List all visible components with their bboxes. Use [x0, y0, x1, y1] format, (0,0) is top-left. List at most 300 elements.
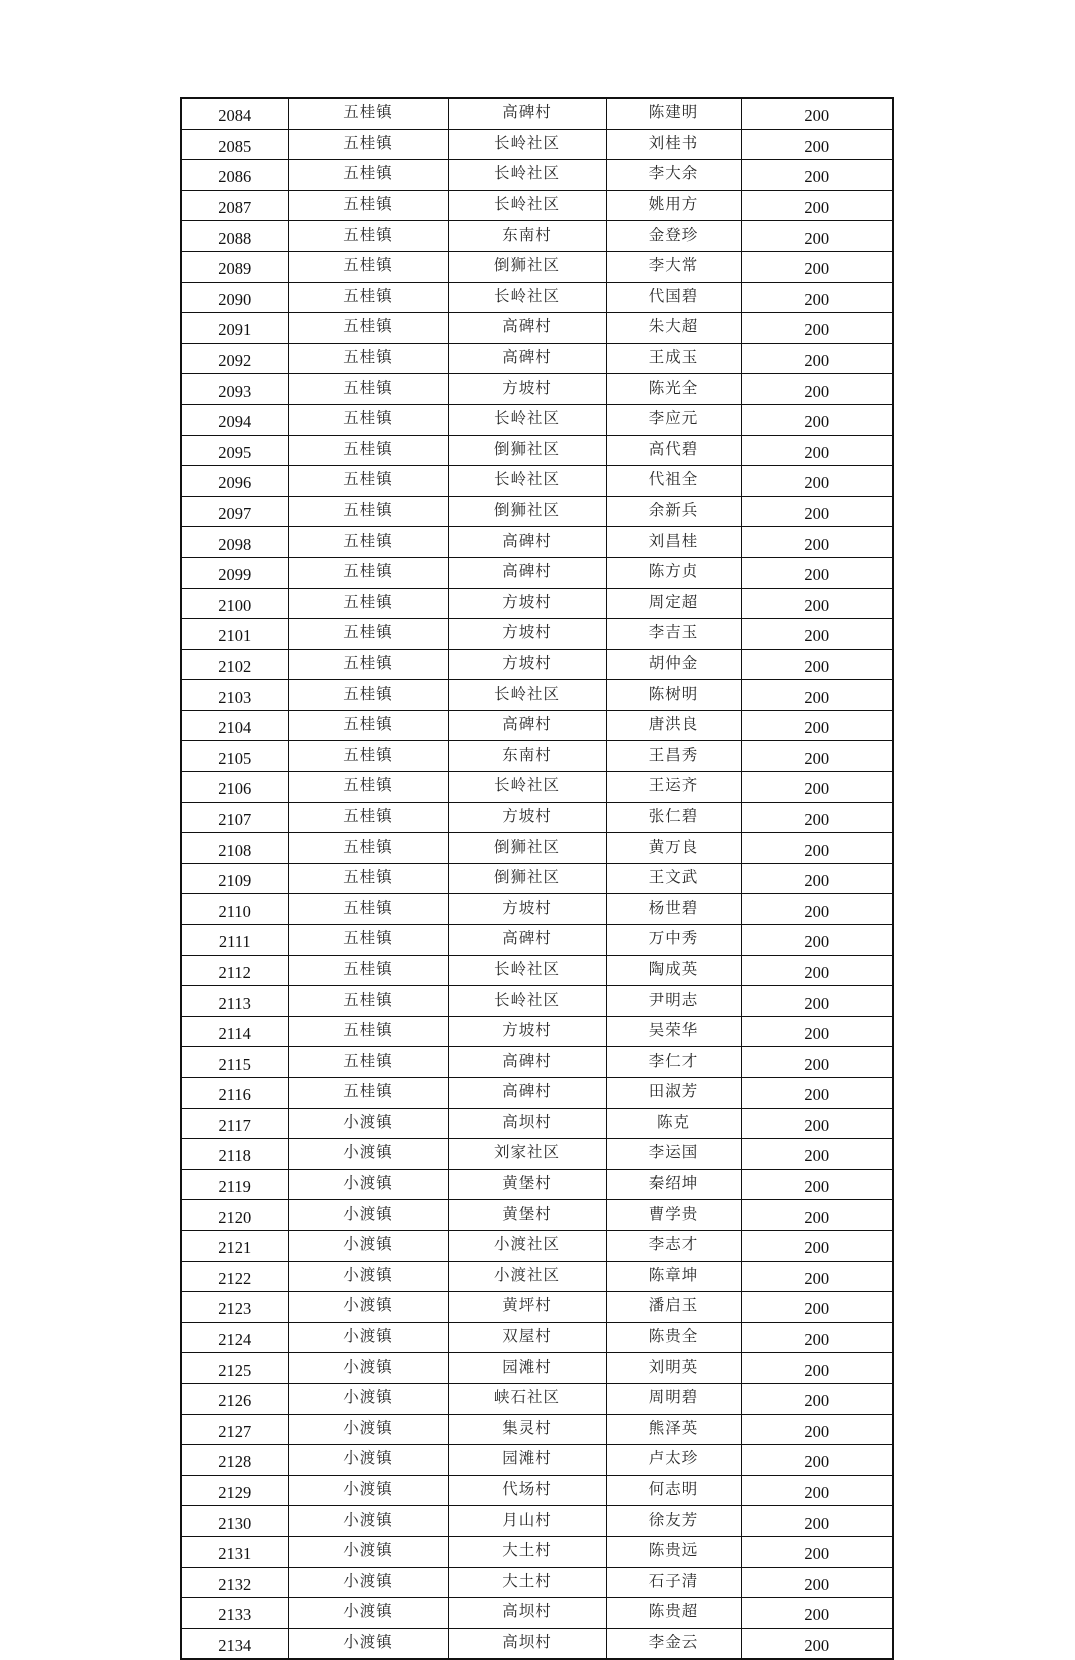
person-name-cell: 代国碧 [606, 282, 741, 313]
amount-cell: 200 [741, 404, 893, 435]
serial-number-cell: 2134 [181, 1628, 288, 1659]
serial-number-cell: 2127 [181, 1414, 288, 1445]
village-cell: 黄堡村 [448, 1169, 606, 1200]
table-row [181, 313, 893, 344]
town-cell: 五桂镇 [288, 466, 448, 497]
amount-cell: 200 [741, 1353, 893, 1384]
person-name-cell: 何志明 [606, 1475, 741, 1506]
village-cell: 高碑村 [448, 710, 606, 741]
town-cell: 小渡镇 [288, 1292, 448, 1323]
amount-cell: 200 [741, 160, 893, 191]
serial-number-cell: 2111 [181, 925, 288, 956]
serial-number-cell: 2115 [181, 1047, 288, 1078]
person-name-cell: 李吉玉 [606, 619, 741, 650]
serial-number-cell: 2093 [181, 374, 288, 405]
amount-cell: 200 [741, 833, 893, 864]
amount-cell: 200 [741, 1047, 893, 1078]
serial-number-cell: 2100 [181, 588, 288, 619]
amount-cell: 200 [741, 343, 893, 374]
table-row [181, 863, 893, 894]
table-row [181, 955, 893, 986]
amount-cell: 200 [741, 221, 893, 252]
table-row [181, 160, 893, 191]
person-name-cell: 陈贵远 [606, 1536, 741, 1567]
village-cell: 黄堡村 [448, 1200, 606, 1231]
table-row [181, 619, 893, 650]
person-name-cell: 高代碧 [606, 435, 741, 466]
person-name-cell: 田淑芳 [606, 1078, 741, 1109]
amount-cell: 200 [741, 1261, 893, 1292]
serial-number-cell: 2108 [181, 833, 288, 864]
village-cell: 方坡村 [448, 649, 606, 680]
village-cell: 方坡村 [448, 374, 606, 405]
person-name-cell: 万中秀 [606, 925, 741, 956]
amount-cell: 200 [741, 557, 893, 588]
table-row [181, 772, 893, 803]
amount-cell: 200 [741, 1445, 893, 1476]
serial-number-cell: 2097 [181, 496, 288, 527]
person-name-cell: 刘明英 [606, 1353, 741, 1384]
village-cell: 黄坪村 [448, 1292, 606, 1323]
table-row [181, 986, 893, 1017]
serial-number-cell: 2104 [181, 710, 288, 741]
town-cell: 五桂镇 [288, 313, 448, 344]
amount-cell: 200 [741, 282, 893, 313]
town-cell: 小渡镇 [288, 1598, 448, 1629]
person-name-cell: 陈树明 [606, 680, 741, 711]
table-row [181, 1322, 893, 1353]
serial-number-cell: 2112 [181, 955, 288, 986]
person-name-cell: 吴荣华 [606, 1016, 741, 1047]
person-name-cell: 朱大超 [606, 313, 741, 344]
amount-cell: 200 [741, 1383, 893, 1414]
village-cell: 园滩村 [448, 1445, 606, 1476]
serial-number-cell: 2105 [181, 741, 288, 772]
serial-number-cell: 2114 [181, 1016, 288, 1047]
town-cell: 五桂镇 [288, 251, 448, 282]
serial-number-cell: 2088 [181, 221, 288, 252]
amount-cell: 200 [741, 955, 893, 986]
village-cell: 长岭社区 [448, 129, 606, 160]
town-cell: 小渡镇 [288, 1383, 448, 1414]
table-row [181, 741, 893, 772]
table-row [181, 1108, 893, 1139]
village-cell: 高坝村 [448, 1108, 606, 1139]
town-cell: 五桂镇 [288, 98, 448, 129]
table-row [181, 282, 893, 313]
town-cell: 小渡镇 [288, 1536, 448, 1567]
amount-cell: 200 [741, 1414, 893, 1445]
town-cell: 小渡镇 [288, 1230, 448, 1261]
town-cell: 五桂镇 [288, 1078, 448, 1109]
person-name-cell: 李应元 [606, 404, 741, 435]
village-cell: 高碑村 [448, 343, 606, 374]
town-cell: 小渡镇 [288, 1261, 448, 1292]
person-name-cell: 陈建明 [606, 98, 741, 129]
table-row [181, 1016, 893, 1047]
person-name-cell: 李大余 [606, 160, 741, 191]
amount-cell: 200 [741, 1139, 893, 1170]
serial-number-cell: 2123 [181, 1292, 288, 1323]
serial-number-cell: 2125 [181, 1353, 288, 1384]
town-cell: 五桂镇 [288, 160, 448, 191]
table-row [181, 374, 893, 405]
table-row [181, 496, 893, 527]
amount-cell: 200 [741, 772, 893, 803]
amount-cell: 200 [741, 1169, 893, 1200]
town-cell: 五桂镇 [288, 496, 448, 527]
town-cell: 五桂镇 [288, 925, 448, 956]
person-name-cell: 杨世碧 [606, 894, 741, 925]
person-name-cell: 陈贵超 [606, 1598, 741, 1629]
table-row [181, 1628, 893, 1659]
table-row [181, 1475, 893, 1506]
person-name-cell: 代祖全 [606, 466, 741, 497]
serial-number-cell: 2098 [181, 527, 288, 558]
person-name-cell: 尹明志 [606, 986, 741, 1017]
table-row [181, 343, 893, 374]
serial-number-cell: 2091 [181, 313, 288, 344]
village-cell: 高坝村 [448, 1628, 606, 1659]
person-name-cell: 熊泽英 [606, 1414, 741, 1445]
serial-number-cell: 2102 [181, 649, 288, 680]
village-cell: 方坡村 [448, 1016, 606, 1047]
village-cell: 方坡村 [448, 619, 606, 650]
village-cell: 方坡村 [448, 894, 606, 925]
table-row [181, 1169, 893, 1200]
amount-cell: 200 [741, 649, 893, 680]
village-cell: 大土村 [448, 1536, 606, 1567]
amount-cell: 200 [741, 1475, 893, 1506]
person-name-cell: 金登珍 [606, 221, 741, 252]
table-row [181, 894, 893, 925]
town-cell: 五桂镇 [288, 221, 448, 252]
town-cell: 五桂镇 [288, 374, 448, 405]
town-cell: 五桂镇 [288, 802, 448, 833]
table-row [181, 129, 893, 160]
town-cell: 五桂镇 [288, 986, 448, 1017]
person-name-cell: 陈光全 [606, 374, 741, 405]
village-cell: 高碑村 [448, 925, 606, 956]
serial-number-cell: 2124 [181, 1322, 288, 1353]
village-cell: 长岭社区 [448, 986, 606, 1017]
table-row [181, 1261, 893, 1292]
village-cell: 高碑村 [448, 313, 606, 344]
serial-number-cell: 2103 [181, 680, 288, 711]
town-cell: 五桂镇 [288, 343, 448, 374]
town-cell: 五桂镇 [288, 557, 448, 588]
person-name-cell: 胡仲金 [606, 649, 741, 680]
town-cell: 五桂镇 [288, 527, 448, 558]
village-cell: 高碑村 [448, 1078, 606, 1109]
town-cell: 五桂镇 [288, 772, 448, 803]
town-cell: 五桂镇 [288, 741, 448, 772]
serial-number-cell: 2110 [181, 894, 288, 925]
village-cell: 高碑村 [448, 98, 606, 129]
person-name-cell: 陶成英 [606, 955, 741, 986]
table-row [181, 833, 893, 864]
amount-cell: 200 [741, 98, 893, 129]
table-row [181, 1506, 893, 1537]
amount-cell: 200 [741, 741, 893, 772]
serial-number-cell: 2094 [181, 404, 288, 435]
town-cell: 小渡镇 [288, 1567, 448, 1598]
town-cell: 五桂镇 [288, 619, 448, 650]
person-name-cell: 周明碧 [606, 1383, 741, 1414]
table-row [181, 802, 893, 833]
table-row [181, 680, 893, 711]
town-cell: 小渡镇 [288, 1108, 448, 1139]
serial-number-cell: 2109 [181, 863, 288, 894]
serial-number-cell: 2084 [181, 98, 288, 129]
person-name-cell: 王昌秀 [606, 741, 741, 772]
person-name-cell: 王文武 [606, 863, 741, 894]
town-cell: 五桂镇 [288, 282, 448, 313]
person-name-cell: 刘昌桂 [606, 527, 741, 558]
village-cell: 长岭社区 [448, 160, 606, 191]
table-row [181, 1230, 893, 1261]
serial-number-cell: 2129 [181, 1475, 288, 1506]
table-row [181, 98, 893, 129]
village-cell: 月山村 [448, 1506, 606, 1537]
village-cell: 园滩村 [448, 1353, 606, 1384]
serial-number-cell: 2086 [181, 160, 288, 191]
table-row [181, 649, 893, 680]
village-cell: 高碑村 [448, 1047, 606, 1078]
village-cell: 长岭社区 [448, 680, 606, 711]
person-name-cell: 姚用方 [606, 190, 741, 221]
town-cell: 五桂镇 [288, 649, 448, 680]
serial-number-cell: 2113 [181, 986, 288, 1017]
table-row [181, 1567, 893, 1598]
village-cell: 长岭社区 [448, 190, 606, 221]
village-cell: 长岭社区 [448, 772, 606, 803]
amount-cell: 200 [741, 1598, 893, 1629]
amount-cell: 200 [741, 710, 893, 741]
town-cell: 小渡镇 [288, 1169, 448, 1200]
serial-number-cell: 2118 [181, 1139, 288, 1170]
town-cell: 五桂镇 [288, 404, 448, 435]
amount-cell: 200 [741, 313, 893, 344]
amount-cell: 200 [741, 1200, 893, 1231]
amount-cell: 200 [741, 496, 893, 527]
amount-cell: 200 [741, 190, 893, 221]
roster-table-body [181, 98, 893, 1659]
town-cell: 小渡镇 [288, 1139, 448, 1170]
amount-cell: 200 [741, 251, 893, 282]
person-name-cell: 卢太珍 [606, 1445, 741, 1476]
village-cell: 代场村 [448, 1475, 606, 1506]
serial-number-cell: 2120 [181, 1200, 288, 1231]
table-row [181, 710, 893, 741]
table-row [181, 190, 893, 221]
amount-cell: 200 [741, 374, 893, 405]
person-name-cell: 周定超 [606, 588, 741, 619]
village-cell: 小渡社区 [448, 1261, 606, 1292]
village-cell: 倒狮社区 [448, 833, 606, 864]
town-cell: 小渡镇 [288, 1628, 448, 1659]
table-row [181, 925, 893, 956]
amount-cell: 200 [741, 1567, 893, 1598]
village-cell: 高坝村 [448, 1598, 606, 1629]
person-name-cell: 李大常 [606, 251, 741, 282]
village-cell: 长岭社区 [448, 282, 606, 313]
table-row [181, 1445, 893, 1476]
amount-cell: 200 [741, 1536, 893, 1567]
amount-cell: 200 [741, 619, 893, 650]
village-cell: 高碑村 [448, 557, 606, 588]
person-name-cell: 石子清 [606, 1567, 741, 1598]
serial-number-cell: 2121 [181, 1230, 288, 1261]
amount-cell: 200 [741, 802, 893, 833]
person-name-cell: 李志才 [606, 1230, 741, 1261]
table-row [181, 588, 893, 619]
serial-number-cell: 2089 [181, 251, 288, 282]
amount-cell: 200 [741, 1078, 893, 1109]
amount-cell: 200 [741, 986, 893, 1017]
person-name-cell: 张仁碧 [606, 802, 741, 833]
table-row [181, 1536, 893, 1567]
serial-number-cell: 2128 [181, 1445, 288, 1476]
amount-cell: 200 [741, 1322, 893, 1353]
serial-number-cell: 2116 [181, 1078, 288, 1109]
village-cell: 双屋村 [448, 1322, 606, 1353]
village-cell: 长岭社区 [448, 404, 606, 435]
table-row [181, 1200, 893, 1231]
village-cell: 倒狮社区 [448, 251, 606, 282]
amount-cell: 200 [741, 466, 893, 497]
village-cell: 长岭社区 [448, 955, 606, 986]
serial-number-cell: 2132 [181, 1567, 288, 1598]
person-name-cell: 秦绍坤 [606, 1169, 741, 1200]
person-name-cell: 王成玉 [606, 343, 741, 374]
town-cell: 五桂镇 [288, 680, 448, 711]
table-row [181, 1414, 893, 1445]
town-cell: 小渡镇 [288, 1506, 448, 1537]
table-row [181, 1047, 893, 1078]
town-cell: 五桂镇 [288, 190, 448, 221]
village-cell: 集灵村 [448, 1414, 606, 1445]
serial-number-cell: 2099 [181, 557, 288, 588]
amount-cell: 200 [741, 1292, 893, 1323]
serial-number-cell: 2122 [181, 1261, 288, 1292]
amount-cell: 200 [741, 1628, 893, 1659]
table-row [181, 527, 893, 558]
person-name-cell: 李仁才 [606, 1047, 741, 1078]
village-cell: 高碑村 [448, 527, 606, 558]
table-row [181, 404, 893, 435]
roster-table [180, 97, 894, 1660]
table-row [181, 1139, 893, 1170]
amount-cell: 200 [741, 435, 893, 466]
person-name-cell: 余新兵 [606, 496, 741, 527]
village-cell: 倒狮社区 [448, 863, 606, 894]
town-cell: 五桂镇 [288, 1016, 448, 1047]
person-name-cell: 李运国 [606, 1139, 741, 1170]
town-cell: 五桂镇 [288, 833, 448, 864]
town-cell: 五桂镇 [288, 435, 448, 466]
serial-number-cell: 2092 [181, 343, 288, 374]
village-cell: 倒狮社区 [448, 435, 606, 466]
serial-number-cell: 2131 [181, 1536, 288, 1567]
town-cell: 五桂镇 [288, 1047, 448, 1078]
table-row [181, 1383, 893, 1414]
village-cell: 方坡村 [448, 802, 606, 833]
person-name-cell: 潘启玉 [606, 1292, 741, 1323]
village-cell: 方坡村 [448, 588, 606, 619]
amount-cell: 200 [741, 894, 893, 925]
village-cell: 小渡社区 [448, 1230, 606, 1261]
amount-cell: 200 [741, 680, 893, 711]
person-name-cell: 陈贵全 [606, 1322, 741, 1353]
town-cell: 五桂镇 [288, 955, 448, 986]
village-cell: 峡石社区 [448, 1383, 606, 1414]
serial-number-cell: 2095 [181, 435, 288, 466]
person-name-cell: 陈章坤 [606, 1261, 741, 1292]
amount-cell: 200 [741, 129, 893, 160]
serial-number-cell: 2085 [181, 129, 288, 160]
town-cell: 小渡镇 [288, 1475, 448, 1506]
table-row [181, 1598, 893, 1629]
town-cell: 五桂镇 [288, 894, 448, 925]
town-cell: 五桂镇 [288, 129, 448, 160]
village-cell: 东南村 [448, 221, 606, 252]
village-cell: 东南村 [448, 741, 606, 772]
table-row [181, 435, 893, 466]
person-name-cell: 黄万良 [606, 833, 741, 864]
person-name-cell: 李金云 [606, 1628, 741, 1659]
town-cell: 小渡镇 [288, 1353, 448, 1384]
amount-cell: 200 [741, 925, 893, 956]
town-cell: 五桂镇 [288, 710, 448, 741]
amount-cell: 200 [741, 1506, 893, 1537]
town-cell: 小渡镇 [288, 1414, 448, 1445]
table-row [181, 1078, 893, 1109]
amount-cell: 200 [741, 527, 893, 558]
village-cell: 刘家社区 [448, 1139, 606, 1170]
amount-cell: 200 [741, 1016, 893, 1047]
serial-number-cell: 2133 [181, 1598, 288, 1629]
table-row [181, 221, 893, 252]
person-name-cell: 刘桂书 [606, 129, 741, 160]
table-row [181, 466, 893, 497]
person-name-cell: 唐洪良 [606, 710, 741, 741]
serial-number-cell: 2130 [181, 1506, 288, 1537]
amount-cell: 200 [741, 588, 893, 619]
village-cell: 倒狮社区 [448, 496, 606, 527]
person-name-cell: 王运齐 [606, 772, 741, 803]
serial-number-cell: 2087 [181, 190, 288, 221]
town-cell: 小渡镇 [288, 1322, 448, 1353]
serial-number-cell: 2101 [181, 619, 288, 650]
table-row [181, 1353, 893, 1384]
town-cell: 五桂镇 [288, 863, 448, 894]
serial-number-cell: 2106 [181, 772, 288, 803]
town-cell: 小渡镇 [288, 1200, 448, 1231]
serial-number-cell: 2126 [181, 1383, 288, 1414]
amount-cell: 200 [741, 863, 893, 894]
serial-number-cell: 2096 [181, 466, 288, 497]
serial-number-cell: 2119 [181, 1169, 288, 1200]
serial-number-cell: 2117 [181, 1108, 288, 1139]
serial-number-cell: 2090 [181, 282, 288, 313]
person-name-cell: 陈方贞 [606, 557, 741, 588]
table-row [181, 251, 893, 282]
person-name-cell: 徐友芳 [606, 1506, 741, 1537]
table-row [181, 1292, 893, 1323]
amount-cell: 200 [741, 1230, 893, 1261]
village-cell: 大土村 [448, 1567, 606, 1598]
